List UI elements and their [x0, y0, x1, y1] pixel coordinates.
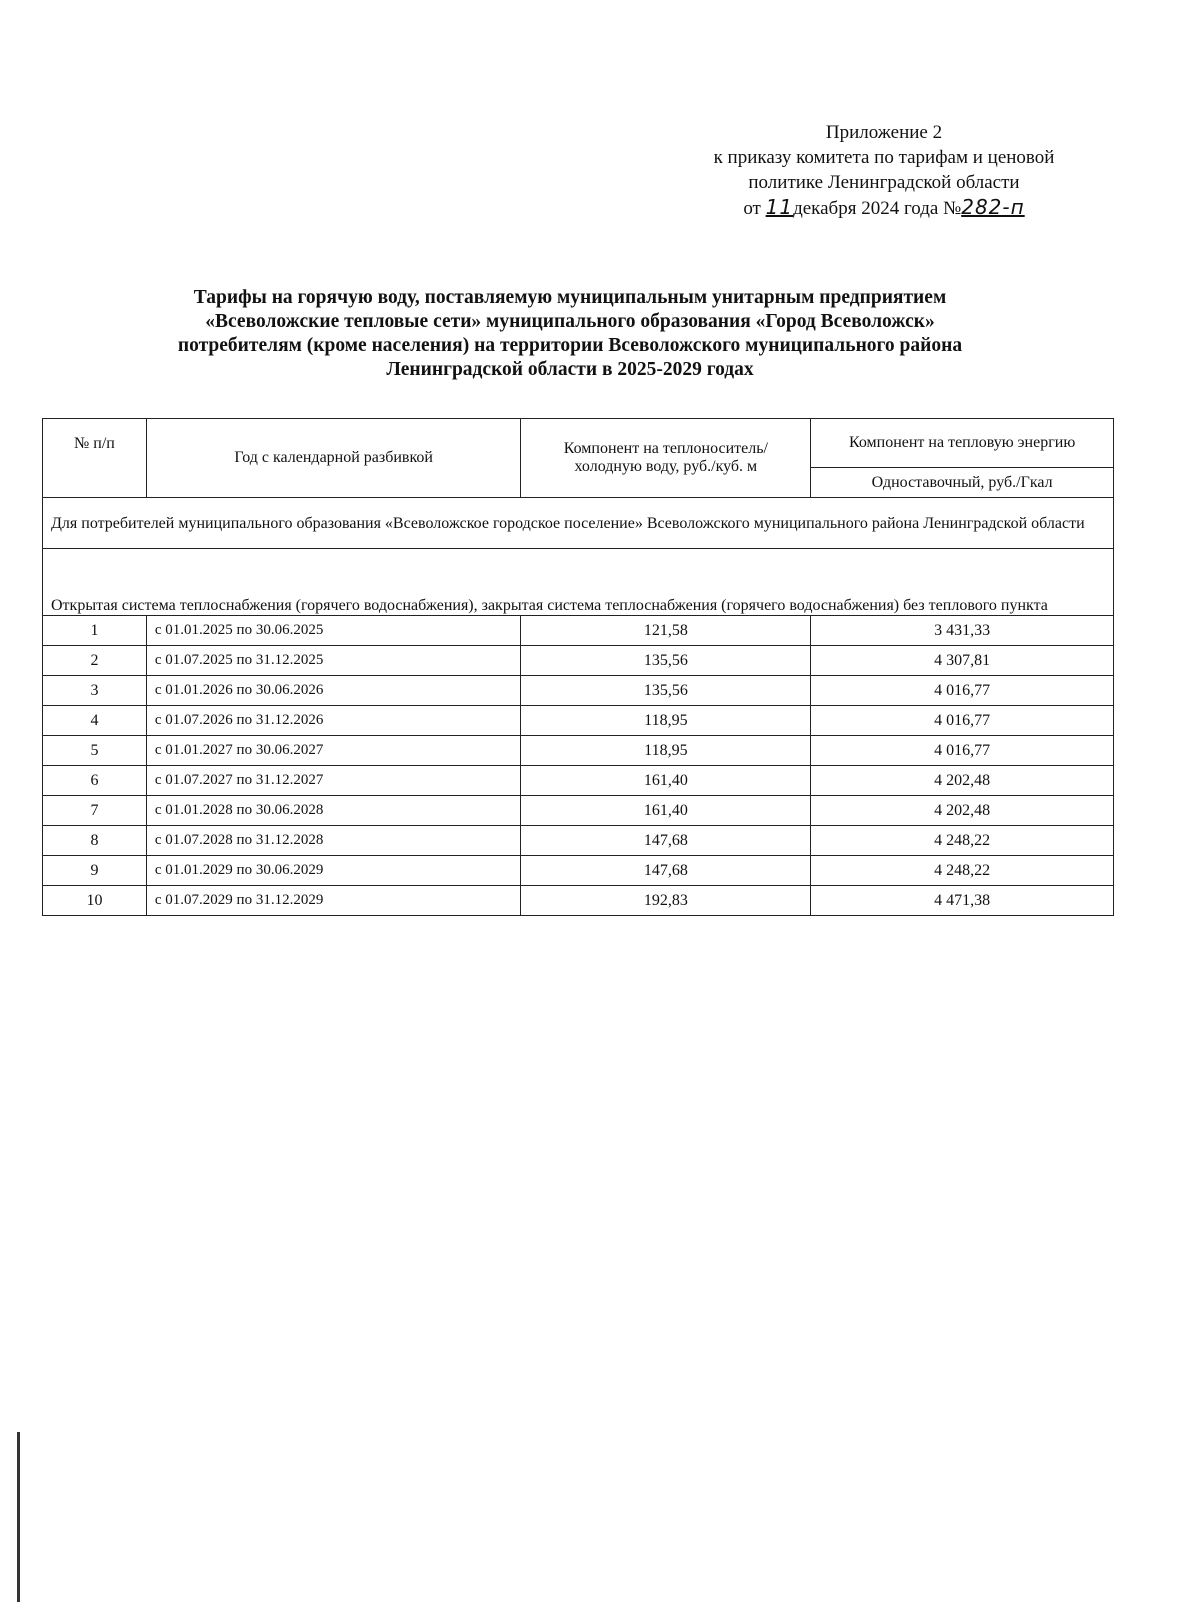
row-coolant-tariff: 121,58: [521, 616, 811, 646]
row-period: с 01.07.2027 по 31.12.2027: [146, 766, 521, 796]
table-row: [43, 796, 1114, 826]
row-number: 2: [43, 646, 147, 676]
tariff-rows: [43, 616, 1114, 916]
header-number: № п/п: [43, 419, 147, 498]
row-heat-tariff: 4 202,48: [811, 796, 1114, 826]
consumer-group-row: Для потребителей муниципального образования «Всеволожское городское поселение» Всеволожского муниципального района Ленинградской области: [43, 498, 1114, 549]
table-row: [43, 766, 1114, 796]
row-period: с 01.01.2028 по 30.06.2028: [146, 796, 521, 826]
header-period: Год с календарной разбивкой: [146, 419, 521, 498]
row-coolant-tariff: 161,40: [521, 766, 811, 796]
row-number: 1: [43, 616, 147, 646]
row-period: с 01.01.2025 по 30.06.2025: [146, 616, 521, 646]
row-period: с 01.01.2026 по 30.06.2026: [146, 676, 521, 706]
table-row: [43, 886, 1114, 916]
row-period: с 01.07.2028 по 31.12.2028: [146, 826, 521, 856]
appendix-order-line: к приказу комитета по тарифам и ценовой: [713, 147, 1055, 168]
table-row: [43, 856, 1114, 886]
row-number: 6: [43, 766, 147, 796]
row-heat-tariff: 4 248,22: [811, 856, 1114, 886]
table-row: [43, 706, 1114, 736]
row-coolant-tariff: 135,56: [521, 646, 811, 676]
appendix-committee-line: политике Ленинградской области: [748, 172, 1020, 193]
row-coolant-tariff: 135,56: [521, 676, 811, 706]
row-heat-tariff: 4 016,77: [811, 706, 1114, 736]
table-row: [43, 676, 1114, 706]
row-heat-tariff: 3 431,33: [811, 616, 1114, 646]
appendix-header: [664, 120, 1104, 221]
row-period: с 01.01.2029 по 30.06.2029: [146, 856, 521, 886]
row-period: с 01.07.2029 по 31.12.2029: [146, 886, 521, 916]
appendix-date-line: [664, 195, 1104, 221]
row-heat-tariff: 4 471,38: [811, 886, 1114, 916]
title-line-1: Тарифы на горячую воду, поставляемую муниципальным унитарным предприятием: [193, 287, 947, 308]
row-coolant-tariff: 118,95: [521, 736, 811, 766]
row-heat-tariff: 4 016,77: [811, 676, 1114, 706]
table-row: [43, 646, 1114, 676]
row-number: 8: [43, 826, 147, 856]
handwritten-day: 11: [765, 195, 794, 219]
handwritten-order-number: 282-п: [961, 195, 1025, 219]
row-heat-tariff: 4 307,81: [811, 646, 1114, 676]
table-row: [43, 826, 1114, 856]
date-middle: декабря 2024 года №: [793, 198, 962, 219]
document-title: [70, 286, 1070, 382]
row-coolant-tariff: 147,68: [521, 856, 811, 886]
row-coolant-tariff: 192,83: [521, 886, 811, 916]
row-coolant-tariff: 118,95: [521, 706, 811, 736]
appendix-title: Приложение 2: [825, 122, 943, 143]
row-heat-tariff: 4 016,77: [811, 736, 1114, 766]
table-row: [43, 736, 1114, 766]
row-number: 9: [43, 856, 147, 886]
header-heat-single-rate: Одноставочный, руб./Гкал: [811, 468, 1114, 498]
row-heat-tariff: 4 202,48: [811, 766, 1114, 796]
row-number: 5: [43, 736, 147, 766]
header-coolant-component: Компонент на теплоноситель/ холодную воду, руб./куб. м: [521, 419, 811, 498]
title-line-3: потребителям (кроме населения) на территории Всеволожского муниципального района: [177, 335, 963, 356]
scan-margin-line: [17, 1432, 20, 1602]
title-line-2: «Всеволожские тепловые сети» муниципального образования «Город Всеволожск»: [205, 311, 935, 332]
row-period: с 01.01.2027 по 30.06.2027: [146, 736, 521, 766]
table-row: [43, 616, 1114, 646]
row-coolant-tariff: 147,68: [521, 826, 811, 856]
row-coolant-tariff: 161,40: [521, 796, 811, 826]
header-heat-component: Компонент на тепловую энергию: [811, 419, 1114, 468]
row-number: 10: [43, 886, 147, 916]
date-prefix: от: [743, 198, 761, 219]
row-heat-tariff: 4 248,22: [811, 826, 1114, 856]
row-number: 7: [43, 796, 147, 826]
tariff-table: [42, 418, 1114, 916]
row-period: с 01.07.2026 по 31.12.2026: [146, 706, 521, 736]
row-number: 4: [43, 706, 147, 736]
system-type-row: Открытая система теплоснабжения (горячего водоснабжения), закрытая система теплоснабжения (горячего водоснабжения) без теплового пункта: [43, 549, 1114, 616]
title-line-4: Ленинградской области в 2025-2029 годах: [386, 359, 754, 380]
row-number: 3: [43, 676, 147, 706]
row-period: с 01.07.2025 по 31.12.2025: [146, 646, 521, 676]
